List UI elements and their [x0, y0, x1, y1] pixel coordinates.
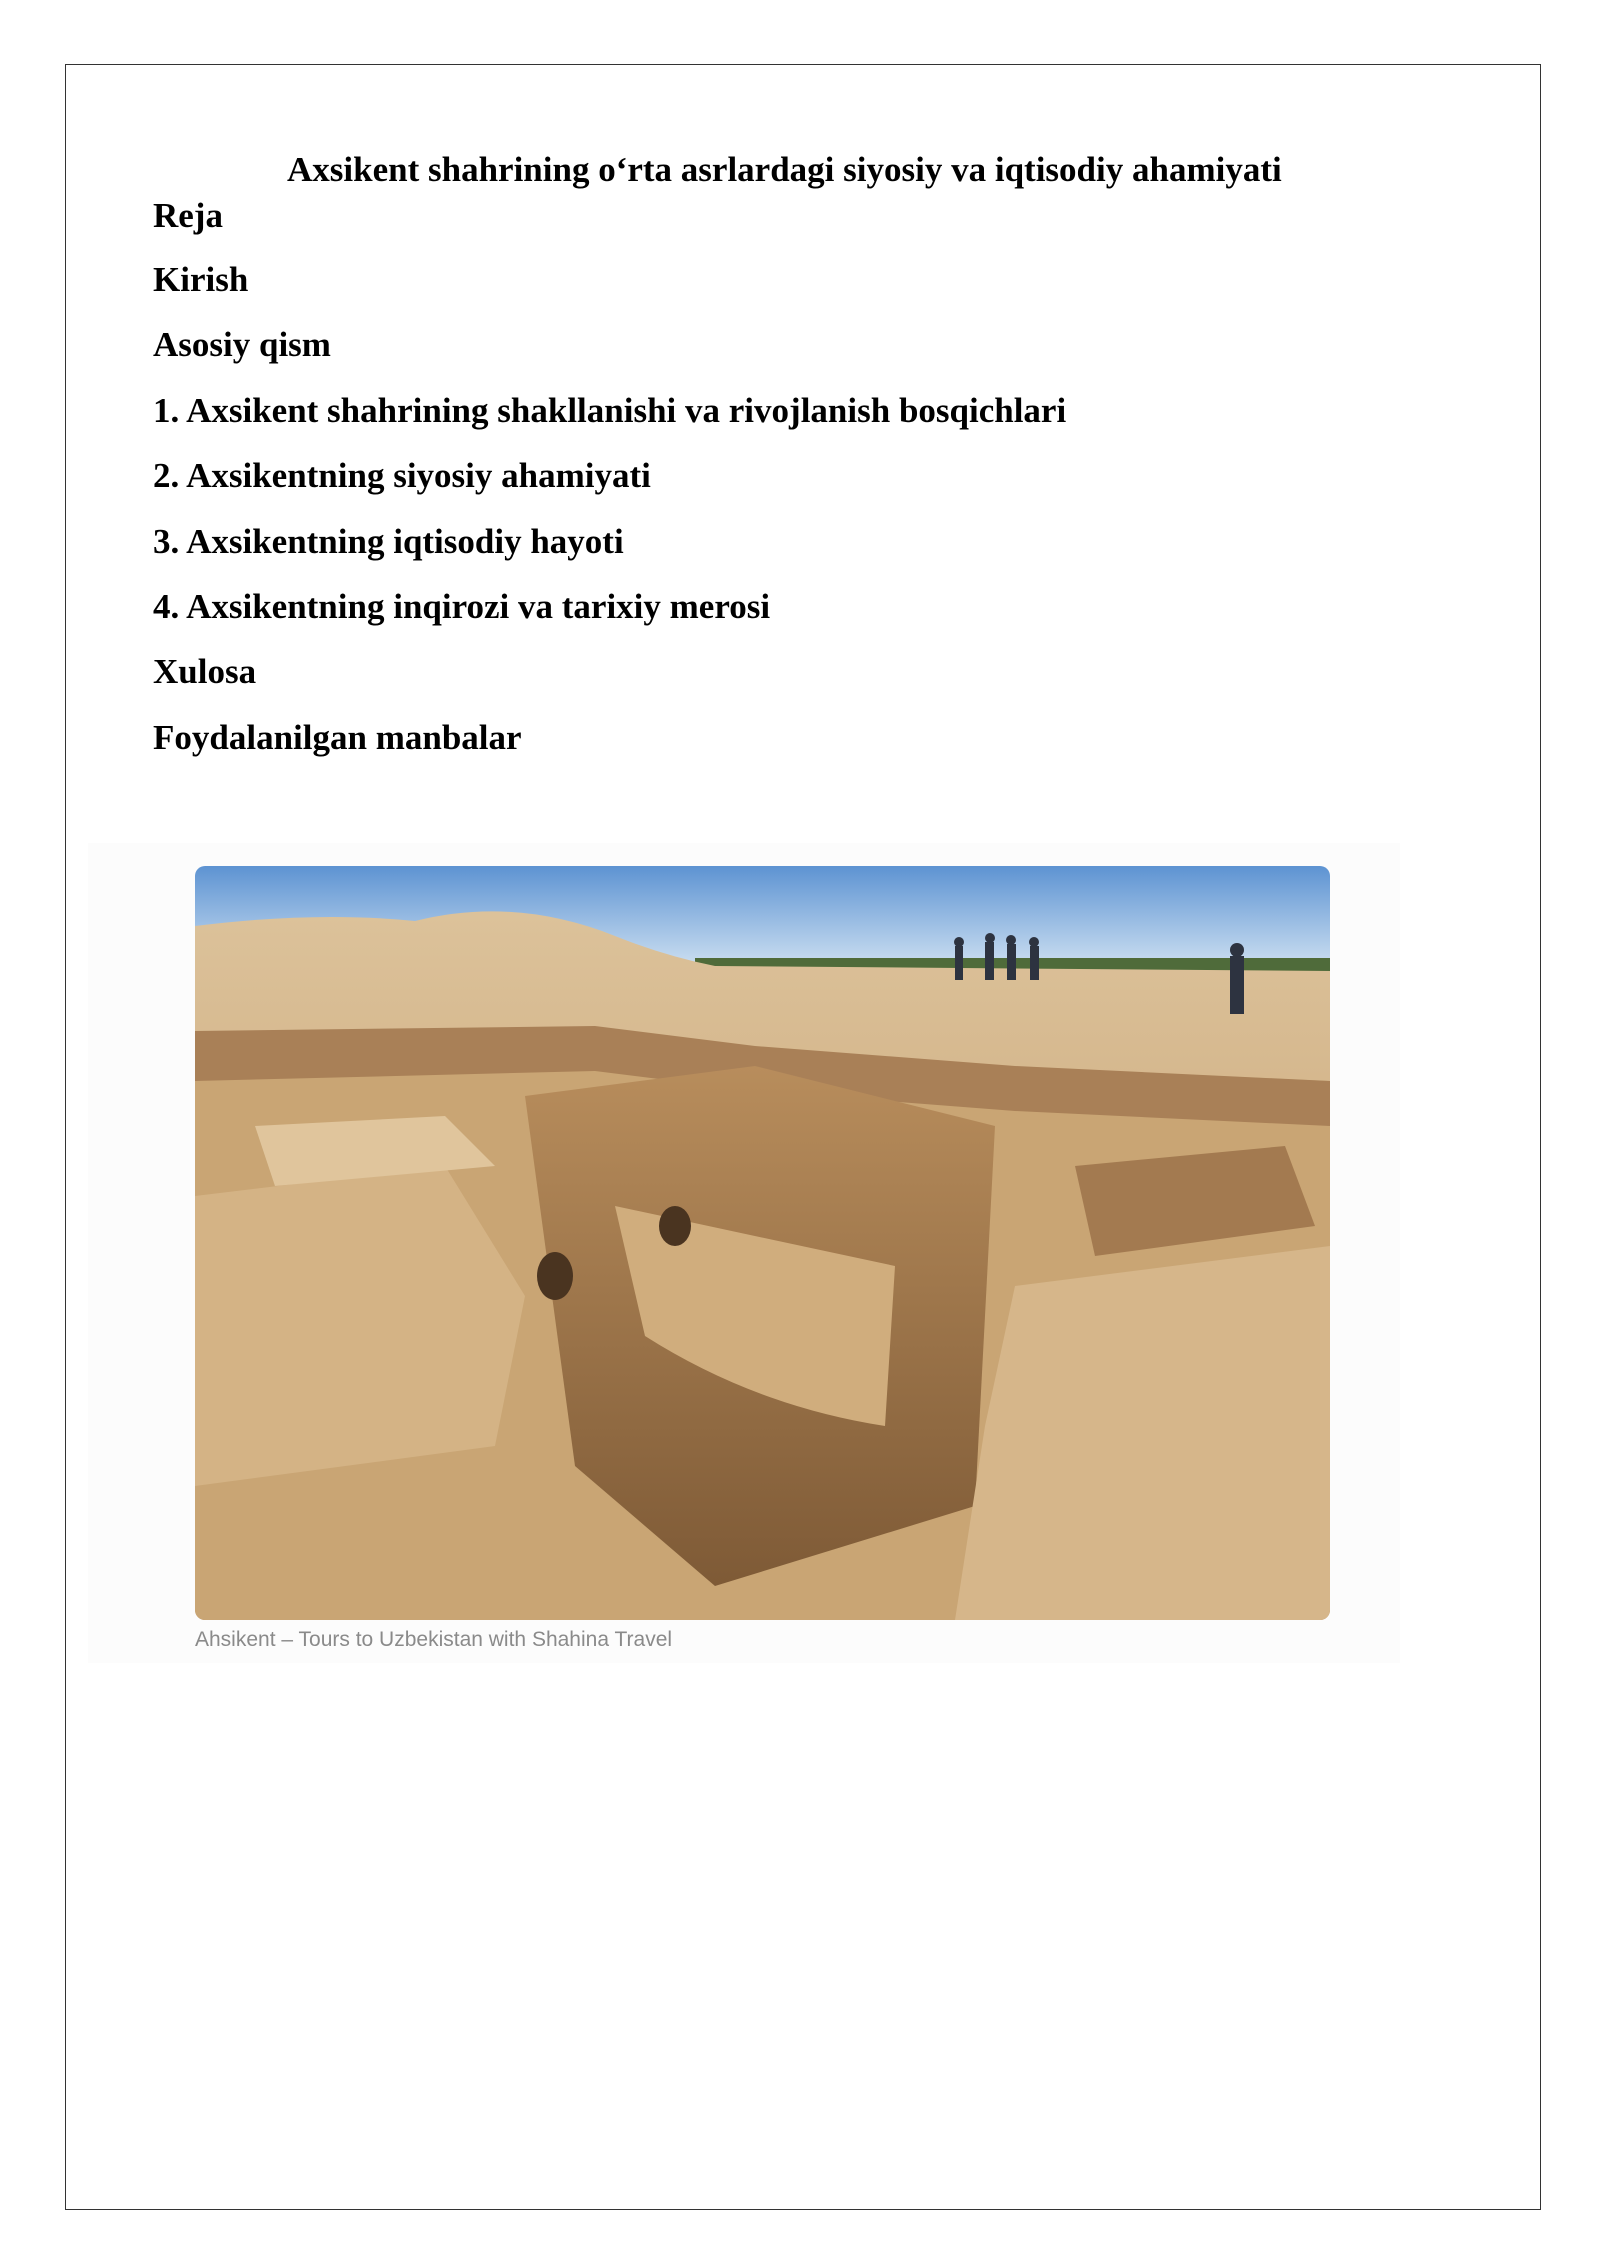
excavation-photo	[195, 866, 1330, 1620]
plan-item-section-1: 1. Axsikent shahrining shakllanishi va rivojlanish bosqichlari	[153, 390, 1067, 430]
plan-item-main-part: Asosiy qism	[153, 325, 331, 365]
plan-heading: Reja	[153, 196, 223, 235]
plan-item-introduction: Kirish	[153, 260, 249, 299]
plan-item-section-2: 2. Axsikentning siyosiy ahamiyati	[153, 456, 651, 496]
plan-item-references: Foydalanilgan manbalar	[153, 717, 522, 757]
plan-item-conclusion: Xulosa	[153, 652, 257, 692]
plan-list	[153, 196, 1066, 783]
plan-item-section-4: 4. Axsikentning inqirozi va tarixiy merosi	[153, 586, 771, 626]
figure	[88, 843, 1400, 1663]
document-title: Axsikent shahrining o‘rta asrlardagi siyosiy va iqtisodiy ahamiyati	[287, 150, 1282, 189]
plan-item-section-3: 3. Axsikentning iqtisodiy hayoti	[153, 521, 624, 561]
figure-caption: Ahsikent – Tours to Uzbekistan with Shahina Travel	[195, 1628, 673, 1651]
